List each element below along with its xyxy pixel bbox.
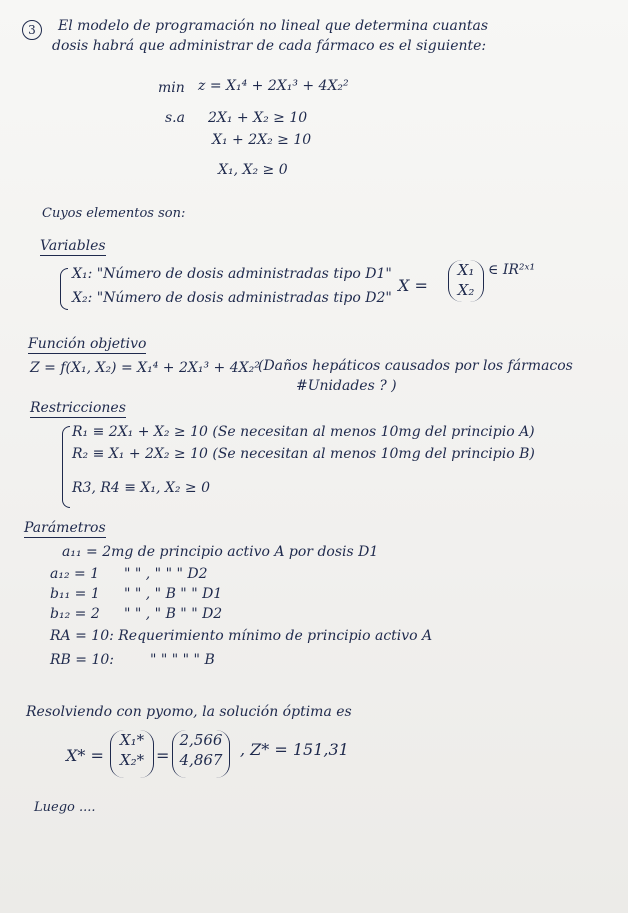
variable-x1: X₁: "Número de dosis administradas tipo D1" [72,266,392,282]
min-label: min [158,80,185,96]
constraint-nonneg: X₁, X₂ ≥ 0 [218,162,288,178]
solution-value-x1: 2,566 [179,731,223,749]
x-vector-label: X = [398,276,428,295]
objective-heading: Función objetivo [28,336,147,352]
restrictions-heading: Restricciones [30,400,126,416]
restriction-3: R3, R4 ≡ X₁, X₂ ≥ 0 [72,480,211,496]
x-vector [448,260,484,302]
footer-luego: Luego .... [34,800,96,815]
restrictions-brace [62,426,70,508]
parameters-heading: Parámetros [24,520,106,536]
intro-line-2: dosis habrá que administrar de cada fármaco es el siguiente: [52,38,487,54]
sa-label: s.a [165,110,185,126]
param-a12: a₁₂ = 1 [50,566,100,582]
variables-brace [60,268,68,310]
x-vector-top: X₁ [457,261,475,279]
param-ra: RA = 10: Requerimiento mínimo de principio activo A [50,628,433,644]
objective-function: z = X₁⁴ + 2X₁³ + 4X₂² [198,78,349,94]
solution-equals: = [156,746,170,765]
param-a11: a₁₁ = 2mg de principio activo A por dosis D1 [62,544,379,560]
solution-x2-star: X₂* [119,751,145,769]
restriction-1: R₁ ≡ 2X₁ + X₂ ≥ 10 (Se necesitan al menos 10mg del principio A) [72,424,535,440]
solution-x1-star: X₁* [119,731,145,749]
constraint-1: 2X₁ + X₂ ≥ 10 [208,110,308,126]
param-b12-ditto: " " , " B " " D2 [124,606,223,622]
objective-formula: Z = f(X₁, X₂) = X₁⁴ + 2X₁³ + 4X₂² [30,360,260,376]
solution-z-value: , Z* = 151,31 [240,740,349,759]
param-b12: b₁₂ = 2 [50,606,100,622]
solution-values-vector [172,730,230,778]
variables-heading: Variables [40,238,106,254]
x-vector-space: ∈ IR²ˣ¹ [488,262,536,278]
constraint-2: X₁ + 2X₂ ≥ 10 [212,132,312,148]
objective-note-1: (Daños hepáticos causados por los fármacos [258,358,573,374]
x-vector-bottom: X₂ [457,281,475,299]
solution-intro: Resolviendo con pyomo, la solución óptima es [26,704,352,720]
exercise-number: 3 [22,20,42,40]
solution-x-vector [110,730,154,778]
param-a12-ditto: " " , " " " D2 [124,566,208,582]
param-rb-ditto: " " " " " B [150,652,215,668]
solution-x-label: X* = [66,746,104,765]
intro-line-1: El modelo de programación no lineal que determina cuantas [58,18,489,34]
solution-value-x2: 4,867 [179,751,223,769]
restriction-2: R₂ ≡ X₁ + 2X₂ ≥ 10 (Se necesitan al menos 10mg del principio B) [72,446,535,462]
param-rb: RB = 10: [50,652,114,668]
variable-x2: X₂: "Número de dosis administradas tipo D2" [72,290,392,306]
param-b11-ditto: " " , " B " " D1 [124,586,223,602]
param-b11: b₁₁ = 1 [50,586,100,602]
objective-note-2: #Unidades ? ) [296,378,397,394]
elements-intro: Cuyos elementos son: [42,206,186,221]
